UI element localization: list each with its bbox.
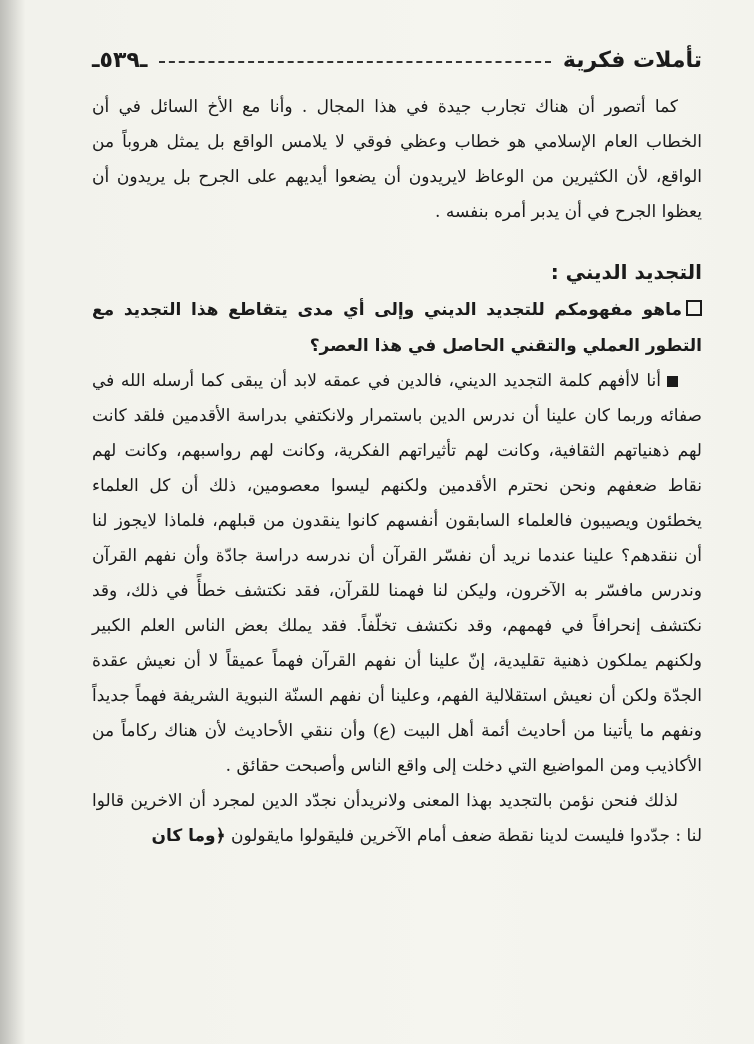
paragraph-gap bbox=[92, 230, 702, 252]
final-paragraph bbox=[92, 784, 702, 854]
quran-quote: ﴿وما كان bbox=[151, 826, 226, 846]
filled-square-icon bbox=[667, 376, 678, 387]
header-rule bbox=[159, 61, 551, 63]
answer-paragraph bbox=[92, 364, 702, 784]
hollow-square-icon bbox=[686, 300, 702, 316]
page-number: ـ٥٣٩ـ bbox=[92, 47, 148, 73]
page-header bbox=[92, 40, 702, 80]
spine-shadow bbox=[0, 0, 26, 1044]
answer-text: أنا لاأفهم كلمة التجديد الديني، فالدين في عمقه لابد أن يبقى كما أرسله الله في صفائه وربما كان علينا أن ندرس الدين باستمرار ولانكتفي بدراسة الأقدمين فلقد كانت لهم ذهنياتهم الثقافية، وكانت لهم تأثيراتهم الفكرية، وكانت لهم رواسبهم، وكانت لهم نقاط ضعفهم ونحن نحترم الأقدمين ولكنهم ليسوا معصومين، ذلك أن كل العلماء يخطئون ويصيبون فالعلماء السابقون أنفسهم كانوا ينقدون من قبلهم، فلماذا لايجوز لنا أن ننقدهم؟ علينا عندما نريد أن نفسّر القرآن أن ندرسه دراسة جادّة وأن نفهم القرآن وندرس مافسّر به الآخرون، وليكن لنا فهمنا للقرآن، فقد نكتشف خطأً في ذلك، وقد نكتشف إنحرافاً في فهمهم، وقد نكتشف تخلّفاً. فقد يملك بعض الناس العلم الكبير ولكنهم يملكون ذهنية تقليدية، إنّ علينا أن نفهم القرآن فهماً عميقاً لا أن نعيش عقدة الجدّة ولكن أن نعيش استقلالية الفهم، وعلينا أن نفهم السنّة النبوية الشريفة فهماً جديداً ونفهم ما يأتينا من أحاديث أئمة أهل البيت (ع) وأن ننقي الأحاديث لأن هناك ركاماً من الأكاذيب ومن المواضيع التي دخلت إلى واقع الناس وأصبحت حقائق . bbox=[92, 371, 703, 776]
question-paragraph bbox=[92, 292, 702, 364]
section-heading: التجديد الديني : bbox=[550, 260, 702, 284]
question-text: ماهو مفهومكم للتجديد الديني وإلى أي مدى يتقاطع هذا التجديد مع التطور العملي والتقني الحاصل في هذا العصر؟ bbox=[92, 300, 702, 356]
paragraph-intro: كما أتصور أن هناك تجارب جيدة في هذا المجال . وأنا مع الأخ السائل في أن الخطاب العام الإسلامي هو خطاب وعظي فوقي لا يلامس الواقع بل يمثل هروباً من الواقع، لأن الكثيرين من الوعاظ لايريدون أن يضعوا أيديهم على الجرح بل يريدون أن يعظوا الجرح في أن يدبر أمره بنفسه . bbox=[92, 97, 702, 222]
body-text bbox=[92, 90, 702, 854]
final-text: لذلك فنحن نؤمن بالتجديد بهذا المعنى ولانريدأن نجدّد الدين لمجرد أن الاخرين قالوا لنا : جدّدوا فليست لدينا نقطة ضعف أمام الآخرين فليقولوا مايقولون bbox=[92, 791, 702, 846]
running-title: تأملات فكرية bbox=[562, 47, 702, 73]
